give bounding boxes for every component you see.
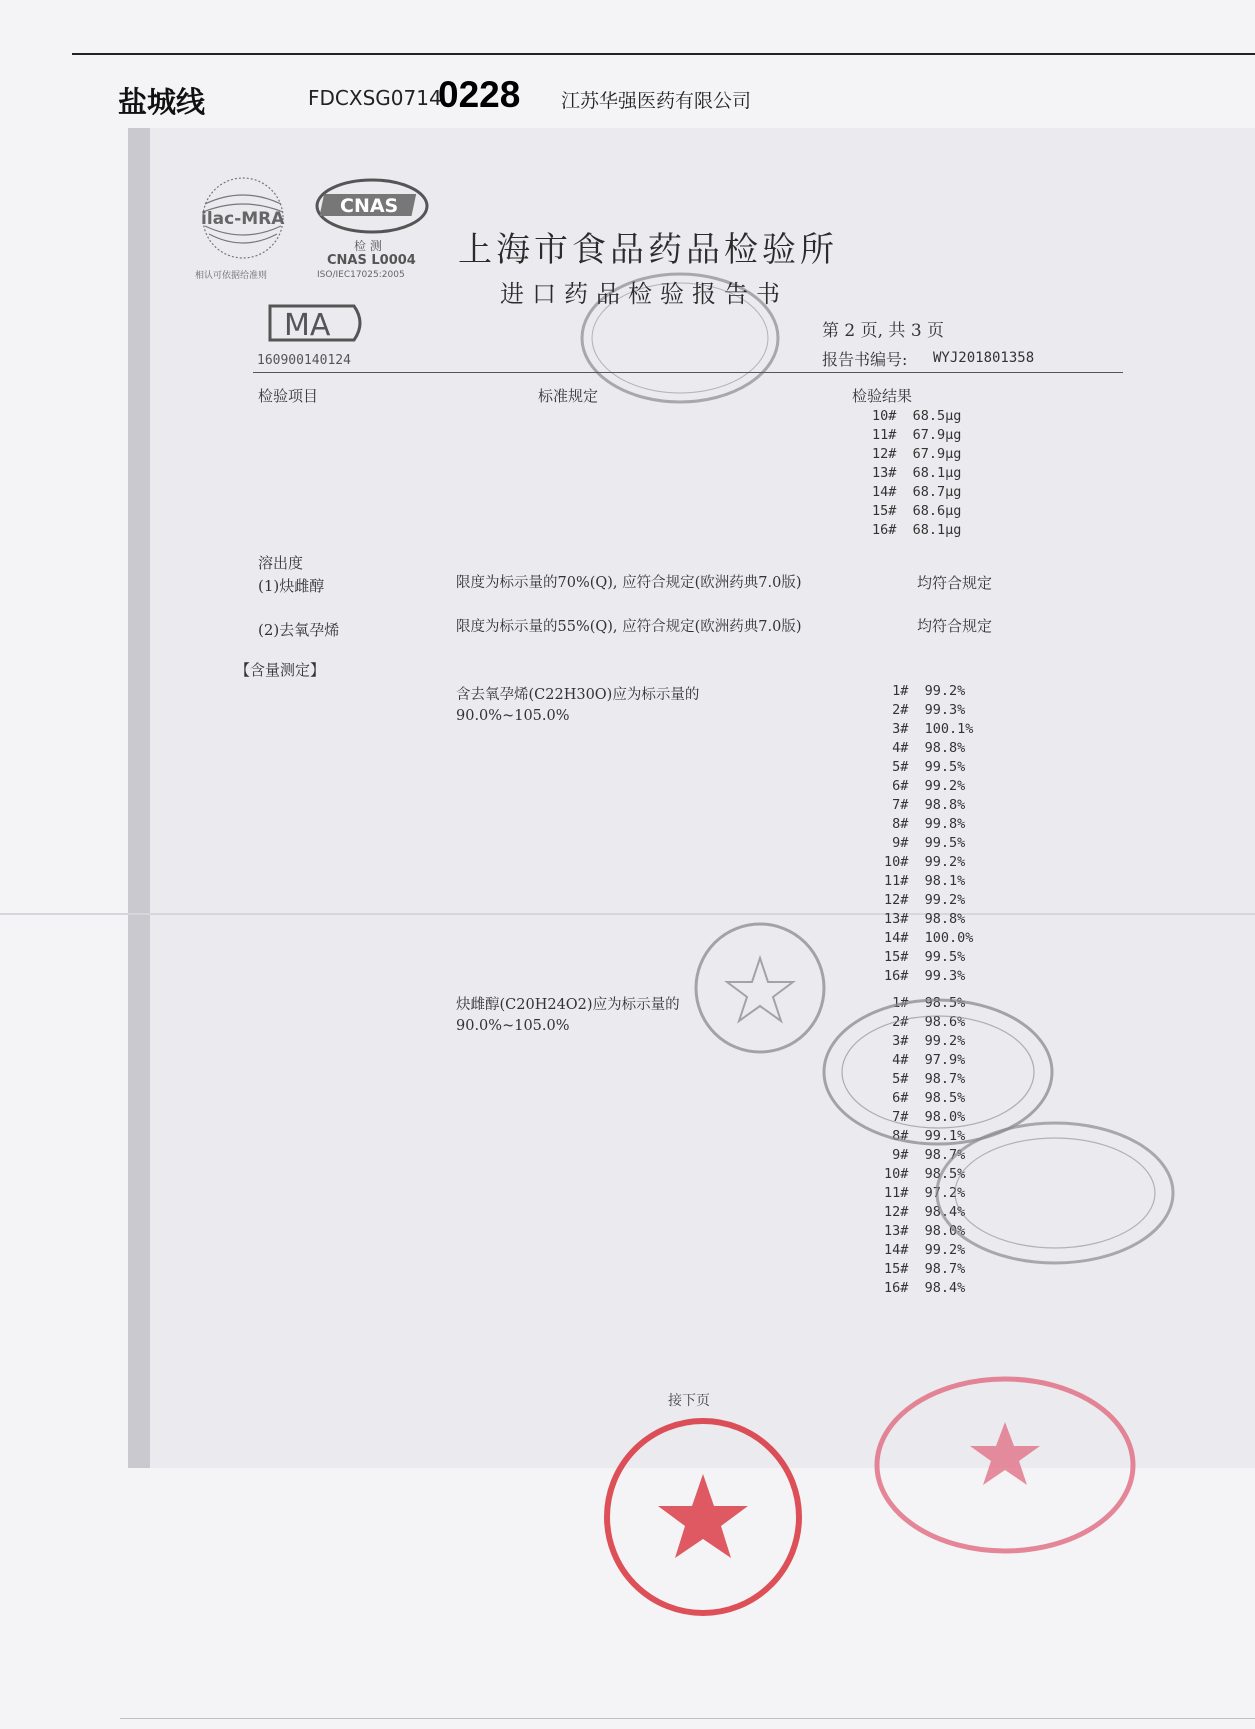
assay-2-result-row: 4# 97.9% bbox=[884, 1052, 966, 1068]
ma-label: MA bbox=[284, 308, 331, 343]
assay-1-result-row: 5# 99.5% bbox=[884, 759, 966, 775]
dissolution-2-result: 均符合规定 bbox=[917, 617, 993, 635]
header-code-number: 0228 bbox=[438, 74, 521, 115]
ilac-label: ilac-MRA bbox=[201, 209, 285, 229]
cnas-label: CNAS bbox=[340, 195, 399, 217]
report-title: 进口药品检验报告书 bbox=[500, 280, 788, 308]
assay-2-result-row: 6# 98.5% bbox=[884, 1090, 966, 1106]
lab-name: 上海市食品药品检验所 bbox=[458, 230, 838, 270]
assay-1-result-row: 13# 98.8% bbox=[884, 911, 966, 927]
header-city: 盐城线 bbox=[118, 85, 206, 119]
page-info: 第 2 页, 共 3 页 bbox=[822, 321, 945, 341]
header-company: 江苏华强医药有限公司 bbox=[561, 90, 752, 112]
assay-1-result-row: 1# 99.2% bbox=[884, 683, 966, 699]
ma-number: 160900140124 bbox=[257, 353, 351, 368]
assay-1-result-row: 10# 99.2% bbox=[884, 854, 966, 870]
assay-1-results bbox=[884, 682, 973, 986]
assay-2-result-row: 12# 98.4% bbox=[884, 1204, 966, 1220]
uniformity-result-row: 12# 67.9μg bbox=[872, 446, 962, 462]
uniformity-result-row: 15# 68.6μg bbox=[872, 503, 962, 519]
assay-1-result-row: 2# 99.3% bbox=[884, 702, 966, 718]
bottom-edge bbox=[120, 1718, 1255, 1719]
uniformity-result-row: 16# 68.1μg bbox=[872, 522, 962, 538]
assay-1-result-row: 3# 100.1% bbox=[884, 721, 974, 737]
uniformity-results bbox=[872, 407, 961, 540]
assay-2-result-row: 1# 98.5% bbox=[884, 995, 966, 1011]
assay-2-result-row: 14# 99.2% bbox=[884, 1242, 966, 1258]
col-standard-header: 标准规定 bbox=[538, 387, 599, 405]
assay-1-result-row: 16# 99.3% bbox=[884, 968, 966, 984]
ilac-caption: 相认可依据给准则 bbox=[195, 271, 268, 281]
assay-1-result-row: 7# 98.8% bbox=[884, 797, 966, 813]
red-company-seal bbox=[598, 1412, 808, 1622]
assay-2-result-row: 13# 98.0% bbox=[884, 1223, 966, 1239]
dissolution-1-result: 均符合规定 bbox=[917, 574, 993, 592]
assay-2-result-row: 11# 97.2% bbox=[884, 1185, 966, 1201]
assay-2-result-row: 16# 98.4% bbox=[884, 1280, 966, 1296]
assay-title: 【含量测定】 bbox=[235, 661, 326, 679]
assay-1-result-row: 8# 99.8% bbox=[884, 816, 966, 832]
assay-1-result-row: 12# 99.2% bbox=[884, 892, 966, 908]
header-code-prefix: FDCXSG0714 bbox=[308, 86, 442, 110]
assay-2-result-row: 3# 99.2% bbox=[884, 1033, 966, 1049]
assay-1-result-row: 14# 100.0% bbox=[884, 930, 974, 946]
cnas-logo bbox=[312, 176, 447, 286]
dissolution-1-item: (1)炔雌醇 bbox=[258, 577, 325, 595]
ilac-mra-logo bbox=[195, 168, 305, 283]
assay-2-result-row: 5# 98.7% bbox=[884, 1071, 966, 1087]
assay-1-result-row: 6# 99.2% bbox=[884, 778, 966, 794]
dissolution-2-item: (2)去氧孕烯 bbox=[258, 621, 340, 639]
cnas-sub: 检 测 bbox=[354, 239, 382, 253]
col-item-header: 检验项目 bbox=[258, 387, 319, 405]
assay-1-result-row: 15# 99.5% bbox=[884, 949, 966, 965]
cnas-code: CNAS L0004 bbox=[327, 253, 416, 268]
assay-2-result-row: 10# 98.5% bbox=[884, 1166, 966, 1182]
assay-1-result-row: 4# 98.8% bbox=[884, 740, 966, 756]
table-rule bbox=[253, 372, 1123, 373]
cma-logo bbox=[262, 298, 372, 348]
copy-left-shadow bbox=[128, 128, 150, 1468]
assay-2-result-row: 8# 99.1% bbox=[884, 1128, 966, 1144]
assay-2-result-row: 2# 98.6% bbox=[884, 1014, 966, 1030]
quality-seal-gray-2 bbox=[930, 1115, 1180, 1270]
fold-line bbox=[0, 913, 1255, 915]
assay-2-result-row: 7# 98.0% bbox=[884, 1109, 966, 1125]
uniformity-result-row: 13# 68.1μg bbox=[872, 465, 962, 481]
uniformity-result-row: 10# 68.5μg bbox=[872, 408, 962, 424]
report-no: WYJ201801358 bbox=[933, 350, 1035, 366]
report-no-label: 报告书编号: bbox=[822, 350, 908, 369]
assay-1-standard: 含去氧孕烯(C22H30O)应为标示量的 90.0%~105.0% bbox=[456, 687, 700, 724]
dissolution-1-standard: 限度为标示量的70%(Q), 应符合规定(欧洲药典7.0版) bbox=[456, 575, 802, 591]
assay-2-standard: 炔雌醇(C20H24O2)应为标示量的 90.0%~105.0% bbox=[456, 997, 680, 1034]
assay-1-result-row: 11# 98.1% bbox=[884, 873, 966, 889]
company-quality-seal-gray bbox=[690, 918, 830, 1058]
dissolution-title: 溶出度 bbox=[258, 554, 304, 572]
uniformity-result-row: 11# 67.9μg bbox=[872, 427, 962, 443]
iso-code: ISO/IEC17025:2005 bbox=[317, 270, 405, 280]
dissolution-2-standard: 限度为标示量的55%(Q), 应符合规定(欧洲药典7.0版) bbox=[456, 619, 802, 635]
next-page-note: 接下页 bbox=[668, 1393, 710, 1409]
assay-1-result-row: 9# 99.5% bbox=[884, 835, 966, 851]
col-result-header: 检验结果 bbox=[852, 387, 913, 405]
assay-2-result-row: 9# 98.7% bbox=[884, 1147, 966, 1163]
uniformity-result-row: 14# 68.7μg bbox=[872, 484, 962, 500]
assay-2-result-row: 15# 98.7% bbox=[884, 1261, 966, 1277]
top-rule bbox=[72, 53, 1255, 55]
pink-company-seal bbox=[870, 1370, 1140, 1560]
